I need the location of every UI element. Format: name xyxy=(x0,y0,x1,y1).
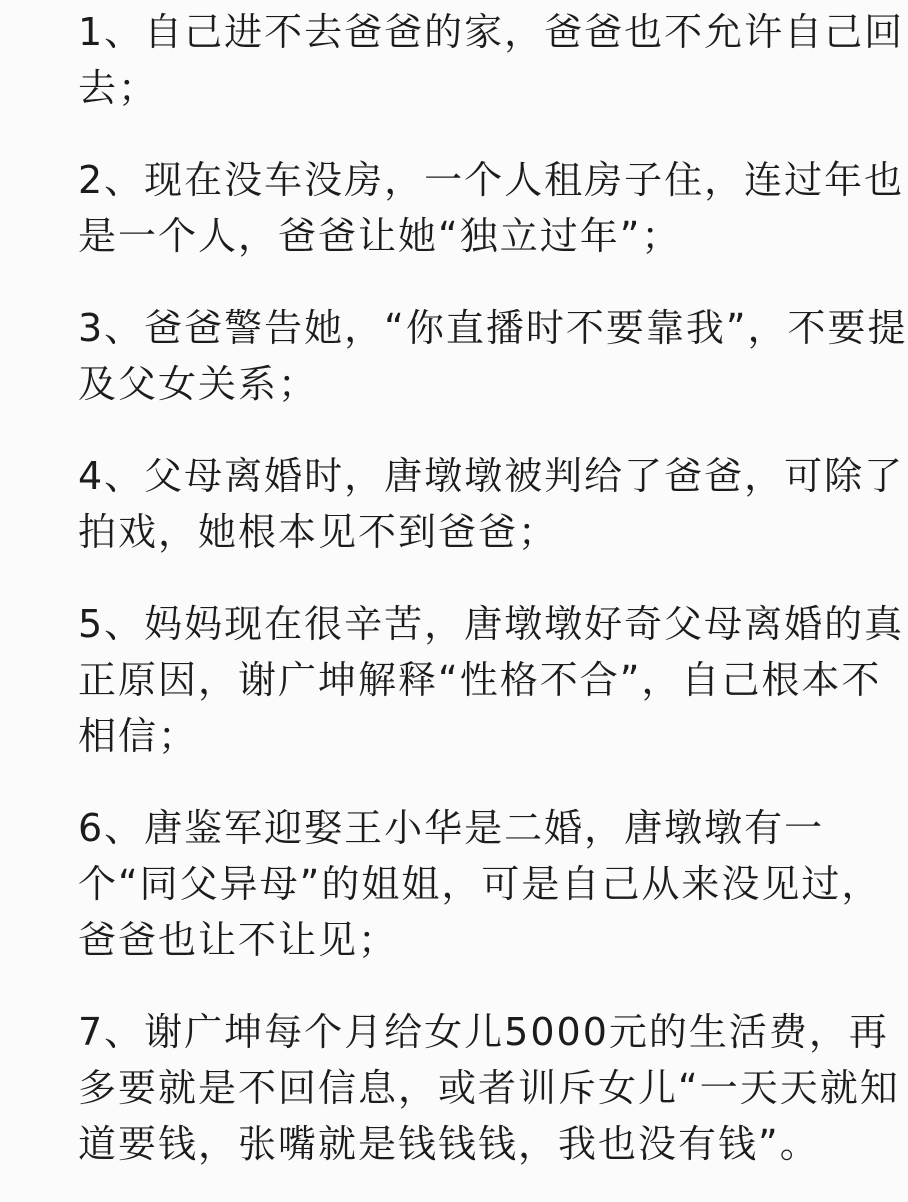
text-line: 相信； xyxy=(78,714,199,758)
text-line: 2、现在没车没房，一个人租房子住，连过年也 xyxy=(78,158,905,202)
list-item-2 xyxy=(78,152,905,264)
list-item-5 xyxy=(78,596,905,764)
list-item-6 xyxy=(78,800,882,968)
text-line: 3、爸爸警告她，“你直播时不要靠我”，不要提 xyxy=(78,306,908,350)
text-line: 4、父母离婚时，唐墩墩被判给了爸爸，可除了 xyxy=(78,454,905,498)
text-line: 正原因，谢广坤解释“性格不合”，自己根本不 xyxy=(78,658,882,702)
text-line: 1、自己进不去爸爸的家，爸爸也不允许自己回 xyxy=(78,10,905,54)
text-line: 个“同父异母”的姐姐，可是自己从来没见过， xyxy=(78,862,882,906)
list-item-7 xyxy=(78,1004,900,1172)
text-line: 及父女关系； xyxy=(78,362,319,406)
list-item-3 xyxy=(78,300,908,412)
text-line: 去； xyxy=(78,66,159,110)
text-line: 多要就是不回信息，或者训斥女儿“一天天就知 xyxy=(78,1066,900,1110)
list-item-1 xyxy=(78,4,905,116)
text-line: 道要钱，张嘴就是钱钱钱，我也没有钱”。 xyxy=(78,1122,820,1166)
text-line: 6、唐鉴军迎娶王小华是二婚，唐墩墩有一 xyxy=(78,806,825,850)
list-item-4 xyxy=(78,448,905,560)
text-line: 是一个人，爸爸让她“独立过年”； xyxy=(78,214,682,258)
text-line: 拍戏，她根本见不到爸爸； xyxy=(78,510,559,554)
text-line: 爸爸也让不让见； xyxy=(78,918,399,962)
text-line: 7、谢广坤每个月给女儿5000元的生活费，再 xyxy=(78,1010,889,1054)
text-line: 5、妈妈现在很辛苦，唐墩墩好奇父母离婚的真 xyxy=(78,602,905,646)
